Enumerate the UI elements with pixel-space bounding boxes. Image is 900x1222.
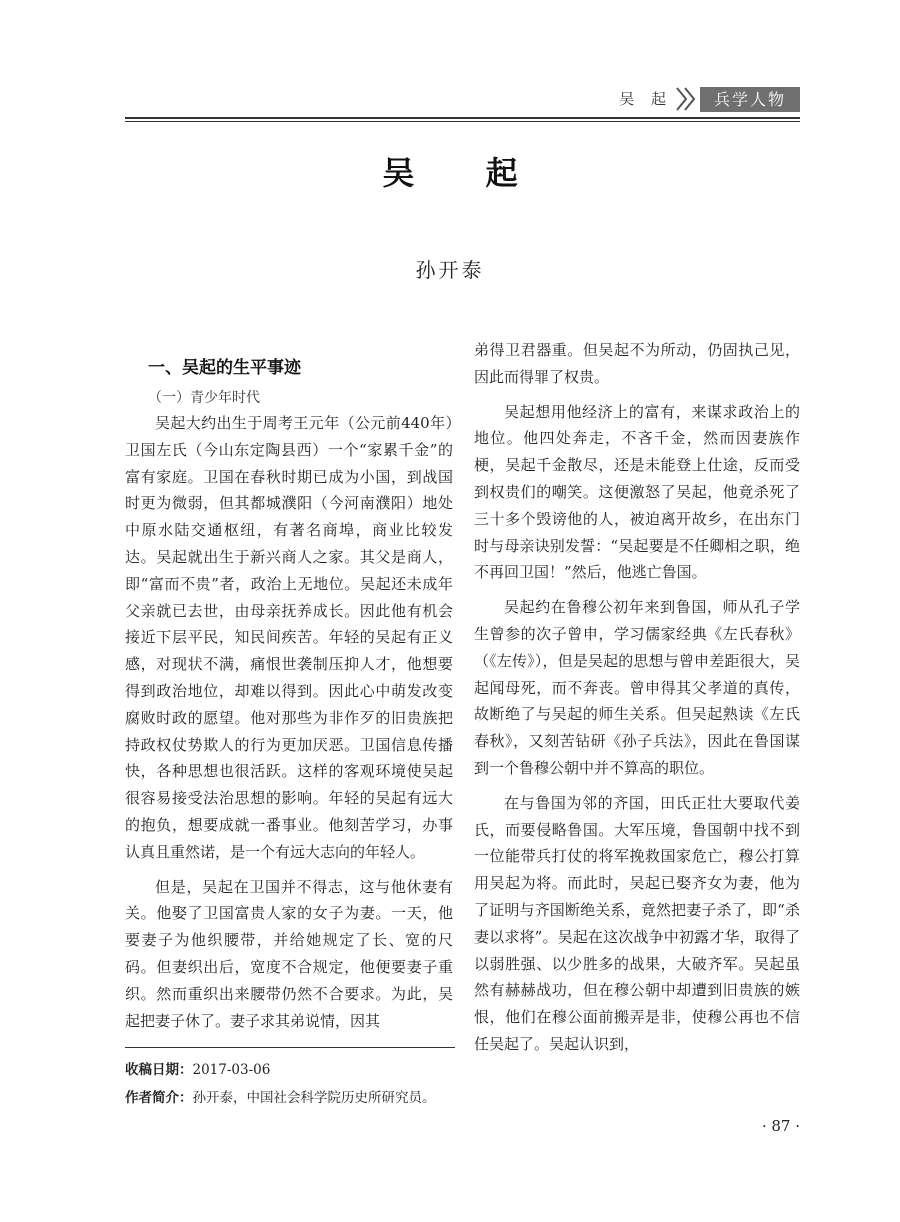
right-column — [474, 337, 800, 1058]
section-heading: 一、吴起的生平事迹 — [148, 358, 301, 378]
footnote-author — [125, 1086, 436, 1106]
paragraph: 吴起想用他经济上的富有，来谋求政治上的地位。他四处奔走，不吝千金，然而因妻族作梗，吴起千金散尽，还是未能登上仕途，反而受到权贵们的嘲笑。这便激怒了吴起，他竟杀死了三十多个毁谤他的人，被迫离开故乡，在出东门时与母亲诀别发誓：“吴起要是不任卿相之职，绝不再回卫国！”然后，他逃亡鲁国。 — [474, 402, 800, 582]
article-title: 吴 起 — [382, 154, 548, 192]
header-column-label: 兵学人物 — [700, 87, 800, 112]
footnote-label: 收稿日期： — [125, 1062, 193, 1078]
page-number: · 87 · — [761, 1117, 800, 1135]
header-rule-thin — [125, 121, 800, 122]
paragraph: 但是，吴起在卫国并不得志，这与他休妻有关。他娶了卫国富贵人家的女子为妻。一天，他要妻子为他织腰带，并给她规定了长、宽的尺码。但妻织出后，宽度不合规定，他便要妻子重织。然而重织出来腰带仍然不合要求。为此，吴起把妻子休了。妻子求其弟说情，因其 — [125, 877, 453, 1030]
paragraph: 吴起大约出生于周考王元年（公元前440年）卫国左氏（今山东定陶县西）一个“家累千金”的富有家庭。卫国在春秋时期已成为小国，到战国时更为微弱，但其都城濮阳（今河南濮阳）地处中原水陆交通枢纽，有著名商埠，商业比较发达。吴起就出生于新兴商人之家。其父是商人，即“富而不贵”者，政治上无地位。吴起还未成年父亲就已去世，由母亲抚养成长。因此他有机会接近下层平民，知民间疾苦。年轻的吴起有正义感，对现状不满，痛恨世袭制压抑人才，他想要得到政治地位，却难以得到。因此心中萌发改变腐败时政的愿望。他对那些为非作歹的旧贵族把持政权仗势欺人的行为更加厌恶。卫国信息传播快，各种思想也很活跃。这样的客观环境使吴起很容易接受法治思想的影响。年轻的吴起有远大的抱负，想要成就一番事业。他刻苦学习，办事认真且重然诺，是一个有远大志向的年轻人。 — [125, 414, 453, 861]
paragraph: 吴起约在鲁穆公初年来到鲁国，师从孔子学生曾参的次子曾申，学习儒家经典《左氏春秋》（《左传》），但是吴起的思想与曾申差距很大，吴起闻母死，而不奔丧。曾申得其父孝道的真传，故断绝了与吴起的师生关系。但吴起熟读《左氏春秋》，又刻苦钻研《孙子兵法》，因此在鲁国谋到一个鲁穆公朝中并不算高的职位。 — [474, 598, 800, 777]
subsection-heading: （一）青少年时代 — [148, 390, 260, 406]
footnote-received — [125, 1058, 270, 1078]
double-chevron-icon — [675, 86, 699, 112]
running-header — [125, 84, 800, 116]
left-column — [125, 410, 453, 1034]
footnote-label: 作者简介： — [125, 1090, 193, 1106]
header-section-title: 吴 起 — [619, 90, 672, 108]
header-rule-thick — [125, 117, 800, 119]
footnote-value: 2017-03-06 — [192, 1062, 271, 1078]
footnote-value: 孙开泰，中国社会科学院历史所研究员。 — [192, 1090, 436, 1106]
paragraph: 在与鲁国为邻的齐国，田氏正壮大要取代姜氏，而要侵略鲁国。大军压境，鲁国朝中找不到一位能带兵打仗的将军挽救国家危亡，穆公打算用吴起为将。而此时，吴起已娶齐女为妻，他为了证明与齐国断绝关系，竟然把妻子杀了，即“杀妻以求将”。吴起在这次战争中初露才华，取得了以弱胜强、以少胜多的战果，大破齐军。吴起虽然有赫赫战功，但在穆公朝中却遭到旧贵族的嫉恨，他们在穆公面前搬弄是非，使穆公再也不信任吴起了。吴起认识到， — [474, 793, 800, 1053]
paragraph: 弟得卫君器重。但吴起不为所动，仍固执己见，因此而得罪了权贵。 — [474, 341, 800, 386]
article-author: 孙开泰 — [415, 258, 485, 282]
footnote-rule — [125, 1047, 455, 1048]
